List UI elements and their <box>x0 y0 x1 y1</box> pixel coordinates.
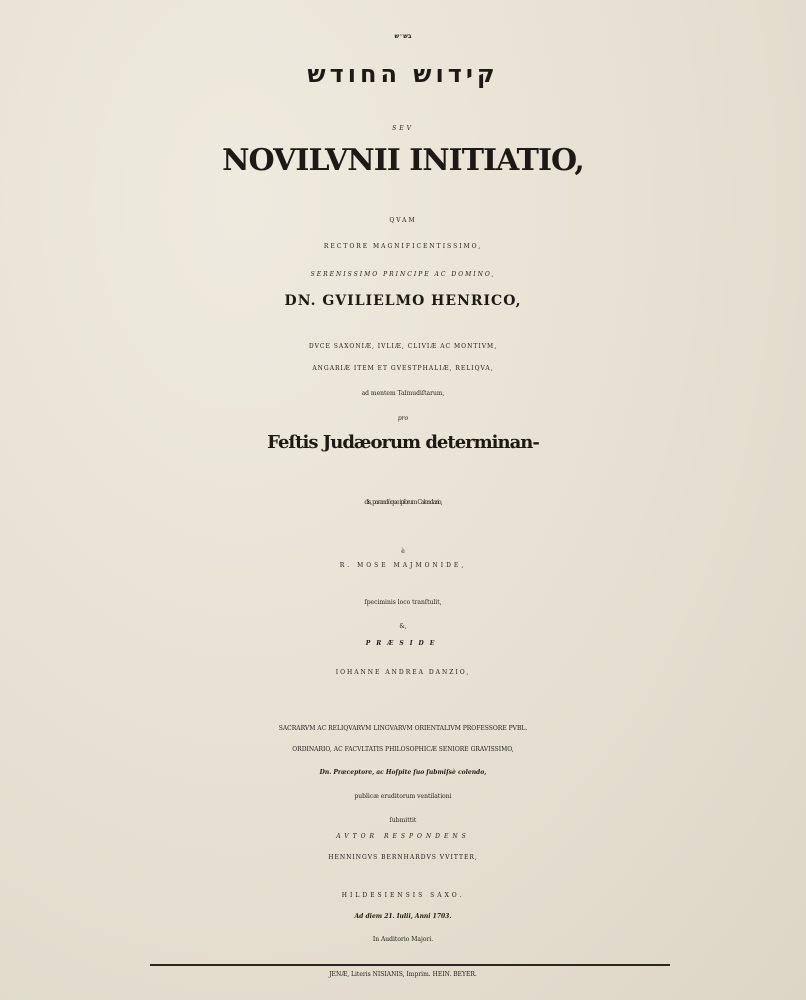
angariae-line: ANGARIÆ ITEM ET GVESTPHALIÆ, RELIQVA, <box>312 365 494 372</box>
hildesiensis-line: HILDESIENSIS SAXO. <box>341 892 465 899</box>
mentem-line: ad mentem Talmudiſtarum, <box>361 390 445 397</box>
hebrew-abbreviation: בש״ש <box>394 33 412 40</box>
speciminis-line: ſpeciminis loco tranſtulit, <box>364 599 442 606</box>
praeside-word: PRÆSIDE <box>365 640 441 647</box>
rector-line: RECTORE MAGNIFICENTISSIMO, <box>323 243 483 250</box>
danzio-line: IOHANNE ANDREA DANZIO, <box>335 669 471 676</box>
publicae-line: publicæ eruditorum ventilationi <box>354 793 452 800</box>
autor-line: AVTOR RESPONDENS <box>336 833 470 840</box>
dedicatee-name: DN. GVILIELMO HENRICO, <box>284 293 522 309</box>
pro-word: pro <box>397 415 409 422</box>
hebrew-title: קידוש החודש <box>307 60 499 88</box>
dis-line: dis, parandôque ipſorum Calendario, <box>364 499 442 506</box>
serenissimo-line: SERENISSIMO PRINCIPE AC DOMINO, <box>310 271 496 278</box>
respondent-name: HENNINGVS BERNHARDVS VVITTER, <box>328 854 478 861</box>
main-title: NOVILVNII INITIATIO, <box>222 143 584 178</box>
quam-word: QVAM <box>389 217 417 224</box>
date-line: Ad diem 21. Iulii, Anni 1703. <box>354 913 452 920</box>
et-word: &, <box>399 623 407 630</box>
festis-line: Feſtis Judæorum determinan- <box>267 432 539 453</box>
ordinario-line: ORDINARIO, AC FACVLTATIS PHILOSOPHICÆ SENIORE GRAVISSIMO, <box>292 746 514 753</box>
submittit-word: ſubmittit <box>389 817 417 824</box>
mose-line: R. MOSE MAJMONIDE, <box>339 562 467 569</box>
imprint-line: JENÆ, Literis NISIANIS, Imprim. HEIN. BEYER. <box>329 971 477 978</box>
e-word: è <box>401 548 405 555</box>
sacrarum-line: SACRARVM AC RELIQVARVM LINGVARVM ORIENTALIVM PROFESSORE PVBL. <box>278 725 528 732</box>
praeceptore-line: Dn. Præceptore, ac Hoſpite ſuo ſubmiſsè colendo, <box>319 769 487 776</box>
seu-word: SEV <box>392 125 414 132</box>
imprint-rule <box>150 964 670 966</box>
duce-line: DVCE SAXONIÆ, IVLIÆ, CLIVIÆ AC MONTIVM, <box>308 343 498 350</box>
auditorio-line: In Auditorio Majori. <box>372 936 434 943</box>
